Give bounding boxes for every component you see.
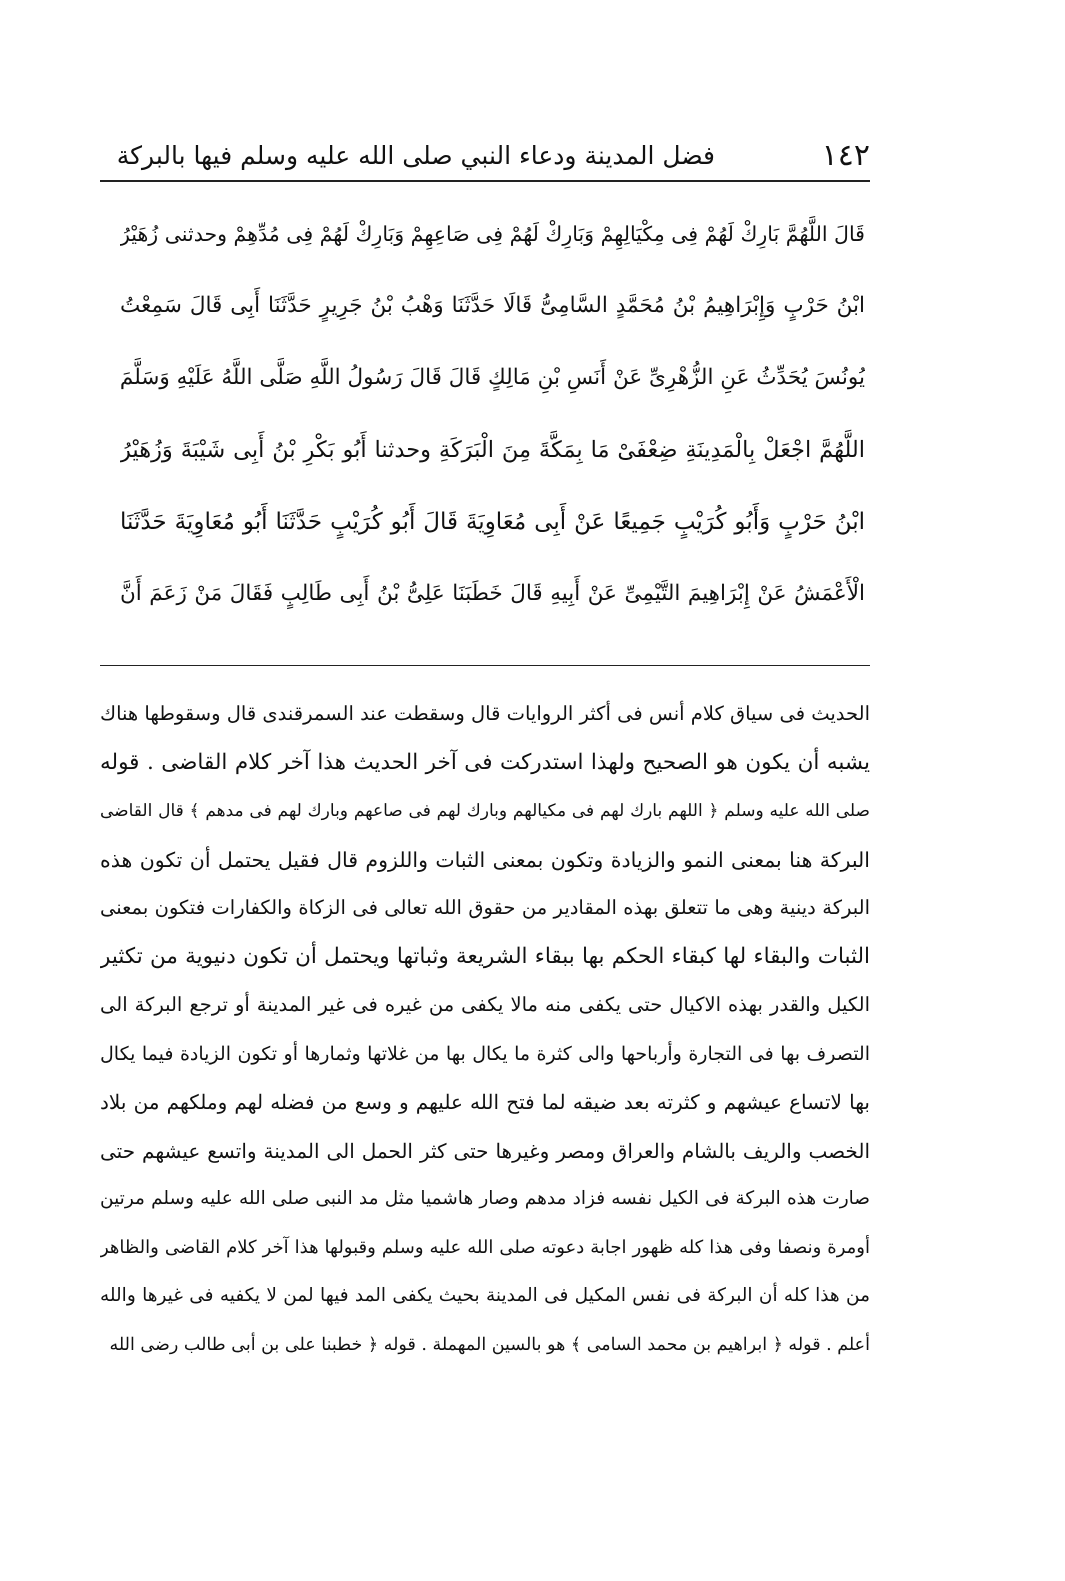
commentary-text: [100, 690, 870, 1369]
commentary-line: صلى الله عليه وسلم ﴿ اللهم بارك لهم فى مكيالهم وبارك لهم فى صاعهم وبارك لهم فى مدهم ﴾ قال القاضى: [100, 801, 870, 821]
commentary-line: صارت هذه البركة فى الكيل نفسه فزاد مدهم وصار هاشميا مثل مد النبى صلى الله عليه وسلم مرتين: [100, 1188, 870, 1209]
hadith-line: قَالَ اللَّهُمَّ بَارِكْ لَهُمْ فِى مِكْيَالِهِمْ وَبَارِكْ لَهُمْ فِى صَاعِهِمْ وَبَارِكْ لَهُمْ فِى مُدِّهِمْ وحدثنى زُهَيْرُ: [120, 222, 865, 246]
commentary-line: الكيل والقدر بهذه الاكيال حتى يكفى منه مالا يكفى من غيره فى غير المدينة أو ترجع البركة الى: [100, 993, 870, 1016]
commentary-line: أعلم . قوله ﴿ ابراهيم بن محمد السامى ﴾ هو بالسين المهملة . قوله ﴿ خطبنا على بن أبى طالب رضى الله: [109, 1334, 870, 1355]
header-rule: [100, 180, 870, 182]
page-header: [100, 136, 870, 176]
commentary-line: الخصب والريف بالشام والعراق ومصر وغيرها حتى كثر الحمل الى المدينة واتسع عيشهم حتى: [100, 1138, 870, 1163]
commentary-line: التصرف بها فى التجارة وأرباحها والى كثرة ما يكال بها من غلاتها وثمارها أو تكون الزيادة فيما يكال: [100, 1042, 870, 1065]
hadith-line: الْأَعْمَشُ عَنْ إِبْرَاهِيمَ التَّيْمِىِّ عَنْ أَبِيهِ قَالَ خَطَبَنَا عَلِىُّ بْنُ أَبِى طَالِبٍ فَقَالَ مَنْ زَعَمَ أَنَّ: [120, 581, 865, 606]
commentary-line: من هذا كله أن البركة فى نفس المكيل فى المدينة بحيث يكفى المد فيها لمن لا يكفيه فى غيرها والله: [100, 1285, 870, 1306]
hadith-line: ابْنُ حَرْبٍ وَأَبُو كُرَيْبٍ جَمِيعًا عَنْ أَبِى مُعَاوِيَةَ قَالَ أَبُو كُرَيْبٍ حَدَّثَنَا أَبُو مُعَاوِيَةَ حَدَّثَنَا: [120, 509, 865, 535]
commentary-line: الحديث فى سياق كلام أنس فى أكثر الروايات قال وسقطت عند السمرقندى قال وسقوطها هناك: [100, 702, 870, 725]
hadith-line: ابْنُ حَرْبٍ وَإِبْرَاهِيمُ بْنُ مُحَمَّدٍ السَّامِىُّ قَالَا حَدَّثَنَا وَهْبُ بْنُ جَرِيرٍ حَدَّثَنَا أَبِى قَالَ سَمِعْتُ: [120, 293, 865, 318]
commentary-line: يشبه أن يكون هو الصحيح ولهذا استدركت فى آخر الحديث هذا آخر كلام القاضى . قوله: [100, 749, 870, 775]
section-divider: [100, 665, 870, 666]
page-number: ١٤٢: [821, 138, 870, 173]
commentary-line: أومرة ونصفا وفى هذا كله ظهور اجابة دعوته صلى الله عليه وسلم وقبولها هذا آخر كلام القاضى والظاهر: [100, 1236, 870, 1258]
hadith-line: يُونُسَ يُحَدِّثُ عَنِ الزُّهْرِىِّ عَنْ أَنَسِ بْنِ مَالِكٍ قَالَ قَالَ رَسُولُ اللَّهِ صَلَّى اللَّهُ عَلَيْهِ وَسَلَّمَ: [120, 365, 865, 390]
commentary-line: البركة هنا بمعنى النمو والزيادة وتكون بمعنى الثبات واللزوم قال فقيل يحتمل أن تكون هذه: [100, 847, 870, 872]
hadith-text: [120, 198, 865, 630]
commentary-line: البركة دينية وهى ما تتعلق بهذه المقادير من حقوق الله تعالى فى الزكاة والكفارات فتكون بمعنى: [100, 896, 870, 919]
commentary-line: بها لاتساع عيشهم و كثرته بعد ضيقه لما فتح الله عليهم و وسع من فضله لهم وملكهم من بلاد: [100, 1090, 870, 1114]
commentary-line: الثبات والبقاء لها كبقاء الحكم بها ببقاء الشريعة وثباتها ويحتمل أن تكون دنيوية من تكثير: [100, 943, 870, 969]
hadith-line: اللَّهُمَّ اجْعَلْ بِالْمَدِينَةِ ضِعْفَىْ مَا بِمَكَّةَ مِنَ الْبَرَكَةِ وحدثنا أَبُو بَكْرِ بْنُ أَبِى شَيْبَةَ وَزُهَيْرُ: [120, 437, 865, 463]
running-title: فضل المدينة ودعاء النبي صلى الله عليه وسلم فيها بالبركة: [116, 141, 715, 170]
